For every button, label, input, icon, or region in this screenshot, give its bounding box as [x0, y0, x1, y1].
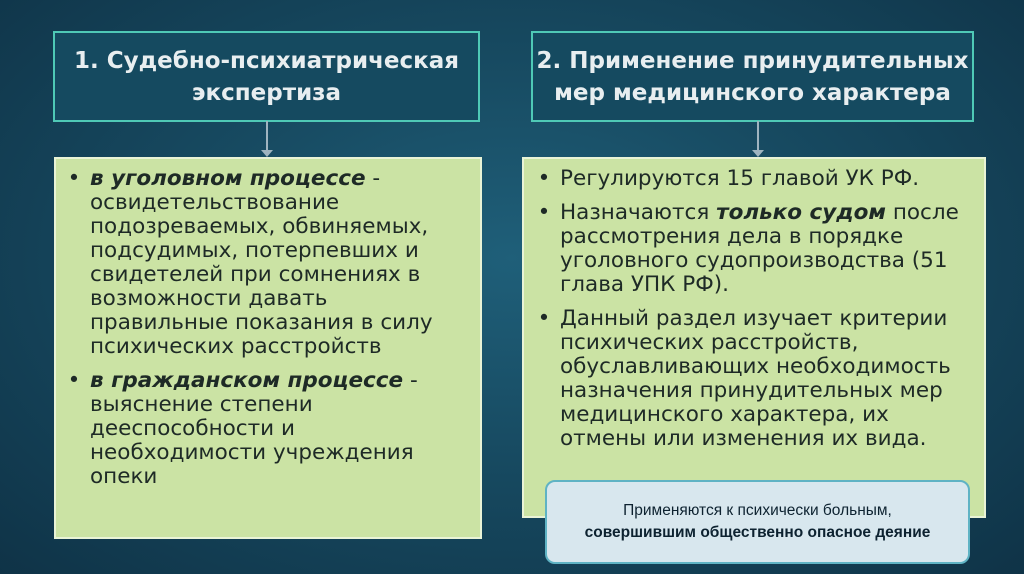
- bullet-icon: •: [537, 200, 551, 225]
- application-note: [545, 480, 970, 564]
- application-note-line2: совершившим общественно опасное деяние: [584, 524, 931, 541]
- only-by-court-term: только судом: [716, 200, 886, 225]
- coercive-measures-header-line1: 2. Применение принудительных: [536, 47, 969, 74]
- list-item: [64, 369, 472, 489]
- bullet-icon: •: [537, 166, 551, 191]
- civil-process-term: в гражданском процессе: [90, 368, 404, 393]
- coercive-measures-header: [531, 31, 974, 122]
- civil-process-text: - выяснение степени дееспособности и необходимости учреждения опеки: [90, 368, 418, 489]
- bullet-icon: •: [537, 306, 551, 331]
- criminal-process-term: в уголовном процессе: [90, 166, 366, 191]
- list-item: [534, 201, 972, 297]
- regulation-text: Регулируются 15 главой УК РФ.: [560, 166, 920, 191]
- expertise-header-line1: 1. Судебно-психиатрическая: [73, 47, 460, 74]
- section-criteria-text: Данный раздел изучает критерии психических расстройств, обуславливающих необходимость назначения принудительных мер медицинского характера, их отмены или изменения их вида.: [560, 306, 951, 451]
- expertise-list: [64, 167, 472, 489]
- coercive-measures-header-line2: мер медицинского характера: [554, 79, 951, 106]
- assignment-text-after: после рассмотрения дела в порядке уголовного судопроизводства (51 глава УПК РФ).: [560, 200, 959, 297]
- list-item: [534, 167, 972, 191]
- list-item: [64, 167, 472, 359]
- application-note-line1: Применяются к психически больным,: [623, 502, 892, 519]
- list-item: [534, 307, 972, 451]
- criminal-process-text: - освидетельствование подозреваемых, обвиняемых, подсудимых, потерпевших и свидетелей при сомнениях в возможности давать правильные показания в силу психических расстройств: [90, 166, 433, 359]
- left-connector-arrow: [266, 121, 268, 155]
- assignment-text-before: Назначаются: [560, 200, 717, 225]
- expertise-content-box: [54, 157, 482, 539]
- bullet-icon: •: [67, 368, 81, 393]
- coercive-measures-content-box: [522, 157, 986, 518]
- expertise-header: [53, 31, 480, 122]
- coercive-measures-list: [534, 167, 972, 451]
- right-connector-arrow: [757, 121, 759, 155]
- expertise-header-line2: экспертиза: [191, 79, 342, 106]
- bullet-icon: •: [67, 166, 81, 191]
